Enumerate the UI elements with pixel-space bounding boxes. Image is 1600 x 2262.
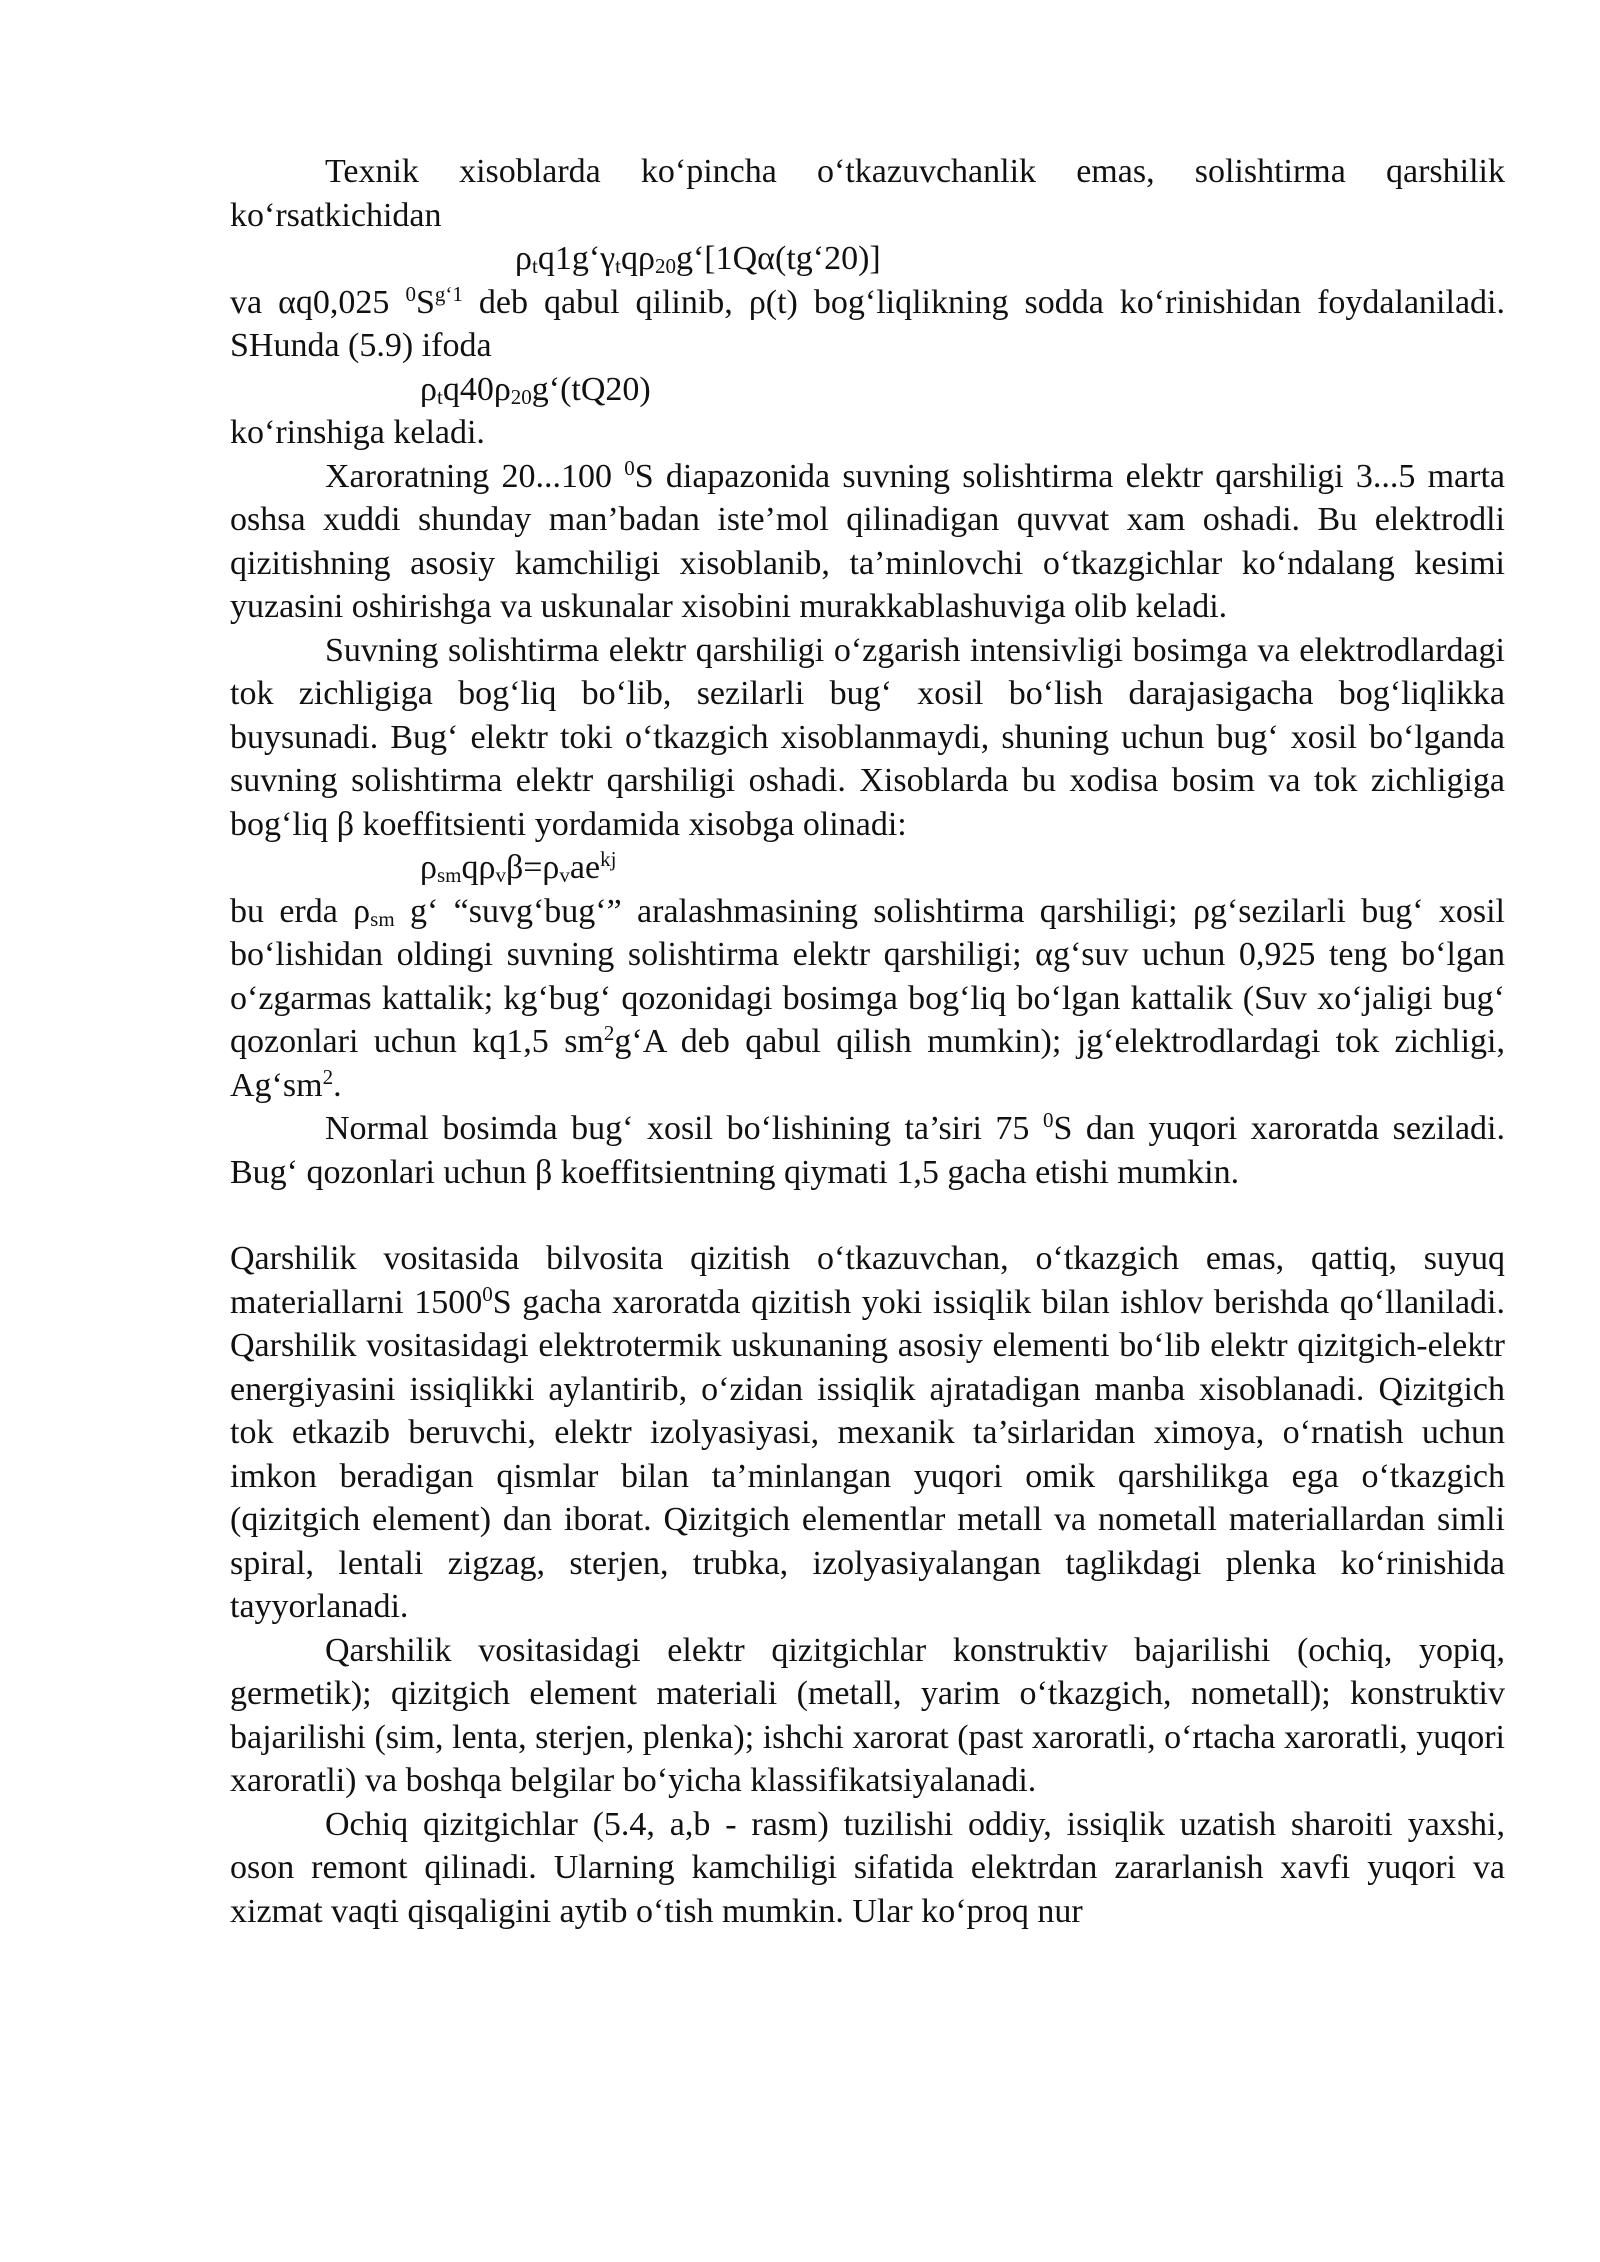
paragraph-normal-pressure: Normal bosimda bug‘ xosil bo‘lishining ta’siri 75 $^0$S dan yuqori xaroratda seziladi. Bug‘ qozonlari uchun β koeffitsientning qiymati 1,5 gacha etishi mumkin. bbox=[230, 1108, 1505, 1191]
formula-simplified: $\rho_tq40\rho_{20}g‘(tQ20)$ bbox=[420, 370, 651, 409]
paragraph-alpha: va αq0,025 $^0S^{g‘1}$ deb qabul qilinib, ρ(t) bog‘liqlikning sodda ko‘rinishidan foydalaniladi. SHunda (5.9) ifoda bbox=[230, 281, 1505, 364]
formula-resistivity-temperature: $\rho_tq1g‘\gamma_tq\rho_{20}g‘[1Q\alpha(tg‘20)]$ bbox=[515, 240, 881, 278]
paragraph-intensity: Suvning solishtirma elektr qarshiligi o‘zgarish intensivligi bosimga va elektrodlardagi tok zichligiga bog‘liq bo‘lib, sezilarli bug‘ xosil bo‘lish darajasigacha bog‘liqlikka buysunadi. Bug‘ elektr toki o‘tkazgich xisoblanmaydi, shuning uchun bug‘ xosil bo‘lganda suvning solishtirma elektr qarshiligi oshadi. Xisoblarda bu xodisa bosim va tok zichligiga bog‘liq β koeffitsienti yordamida xisobga olinadi: bbox=[230, 631, 1505, 843]
paragraph-open-heaters: Ochiq qizitgichlar (5.4, a,b - rasm) tuzilishi oddiy, issiqlik uzatish sharoiti yaxshi, oson remont qilinadi. Ularning kamchiligi sifatida elektrdan zararlanish xavfi yuqori va xizmat vaqti qisqaligini aytib o‘tish mumkin. Ular ko‘proq nur bbox=[230, 1805, 1505, 1930]
paragraph-temperature-range: Xaroratning 20...100 $^0$S diapazonida suvning solishtirma elektr qarshiligi 3...5 marta oshsa xuddi shunday man’badan iste’mol qilinadigan quvvat xam oshadi. Bu elektrodli qizitishning asosiy kamchiligi xisoblanib, ta’minlovchi o‘tkazgichlar ko‘ndalang kesimi yuzasini oshirishga va uskunalar xisobini murakkablashuviga olib keladi. bbox=[230, 455, 1505, 625]
paragraph-definitions: bu erda $\rho_{sm}$ g‘ “suvg‘bug‘” aralashmasining solishtirma qarshiligi; ρg‘sezilarli bug‘ xosil bo‘lishidan oldingi suvning solishtirma elektr qarshiligi; αg‘suv uchun 0,925 teng bo‘lgan o‘zgarmas kattalik; kg‘bug‘ qozonidagi bosimga bog‘liq bo‘lgan kattalik (Suv xo‘jaligi bug‘ qozonlari uchun kq1,5 $sm^2g‘A$ deb qabul qilish mumkin); jg‘elektrodlardagi tok zichligi, $Ag‘sm^2$. bbox=[230, 892, 1506, 1104]
paragraph-classification: Qarshilik vositasidagi elektr qizitgichlar konstruktiv bajarilishi (ochiq, yopiq, germetik); qizitgich element materiali (metall, yarim o‘tkazgich, nometall); konstruktiv bajarilishi (sim, lenta, sterjen, plenka); ishchi xarorat (past xaroratli, o‘rtacha xaroratli, yuqori xaroratli) va boshqa belgilar bo‘yicha klassifikatsiyalanadi. bbox=[230, 1631, 1505, 1799]
paragraph-intro: Texnik xisoblarda ko‘pincha o‘tkazuvchanlik emas, solishtirma qarshilik ko‘rsatkichidan bbox=[230, 153, 1505, 234]
paragraph-form: ko‘rinshiga keladi. bbox=[230, 414, 485, 451]
paragraph-spacer bbox=[230, 1194, 1505, 1237]
paragraph-indirect-heating: Qarshilik vositasida bilvosita qizitish o‘tkazuvchan, o‘tkazgich emas, qattiq, suyuq materiallarni 1500$^0$S gacha xaroratda qizitish yoki issiqlik bilan ishlov berishda qo‘llaniladi. Qarshilik vositasidagi elektrotermik uskunaning asosiy elementi bo‘lib elektr qizitgich-elektr energiyasini issiqlikki aylantirib, o‘zidan issiqlik ajratadigan manba xisoblanadi. Qizitgich tok etkazib beruvchi, elektr izolyasiyasi, mexanik ta’sirlaridan ximoya, o‘rnatish uchun imkon beradigan qismlar bilan ta’minlangan yuqori omik qarshilikga ega o‘tkazgich (qizitgich element) dan iborat. Qizitgich elementlar metall va nometall materiallardan simli spiral, lentali zigzag, sterjen, trubka, izolyasiyalangan taglikdagi plenka ko‘rinishida tayyorlanadi. bbox=[230, 1240, 1505, 1625]
formula-mixture: $\rho_{sm}q\rho_v\beta=\rho_vae^{kj}$ bbox=[420, 847, 617, 887]
